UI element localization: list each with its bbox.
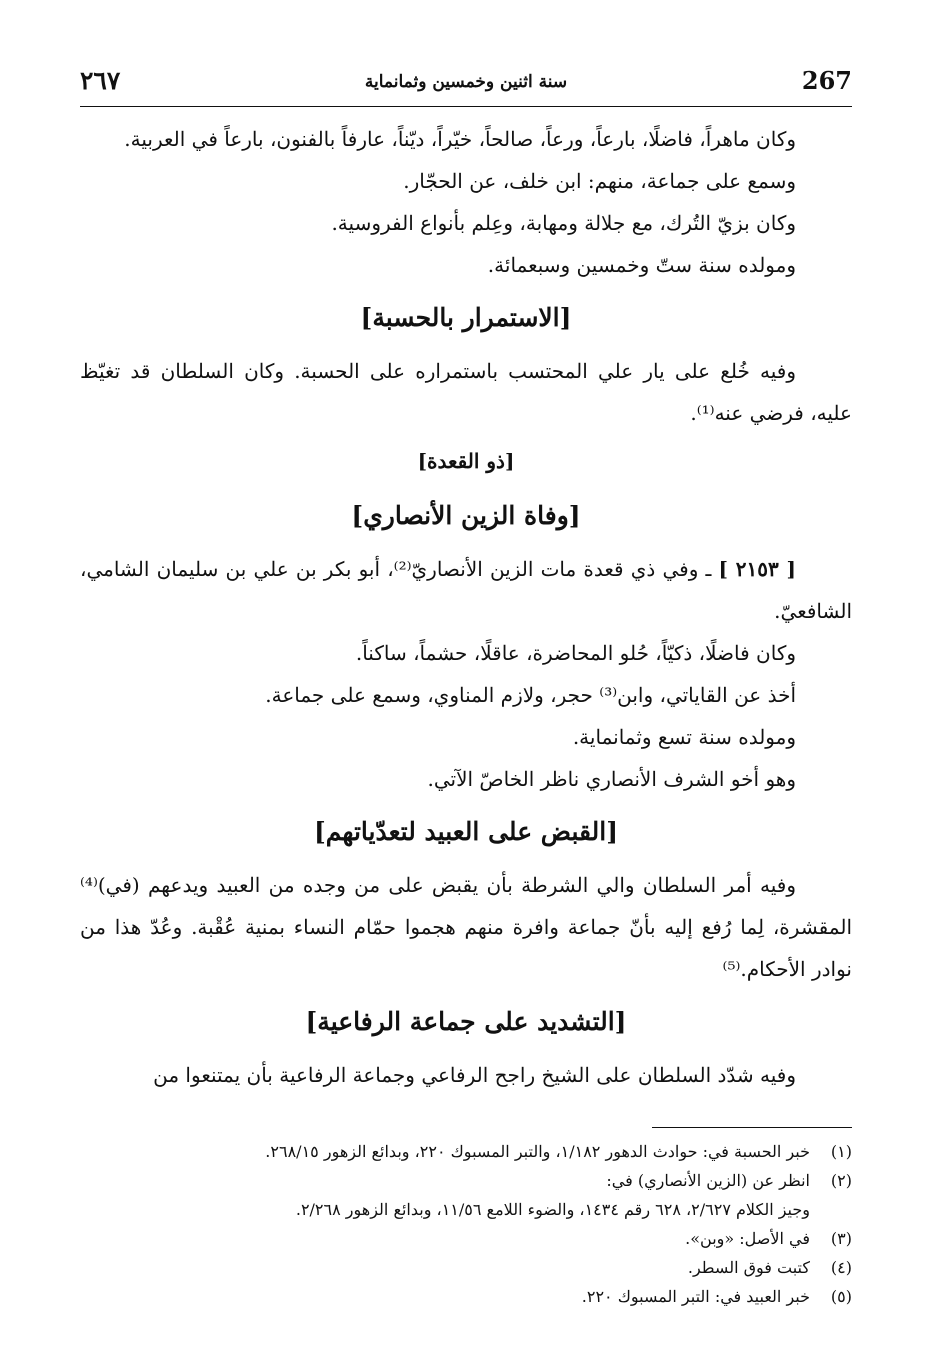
footnote [80,1282,852,1311]
footnote-number: (٥) [830,1287,852,1306]
footnote [80,1224,852,1253]
footnote-text: كتبت فوق السطر. [687,1258,810,1277]
footnote [80,1166,852,1195]
section-heading: [الاستمرار بالحسبة] [360,303,572,332]
page-number-latin: 267 [801,66,852,95]
paragraph: أخذ عن القاياتي، وابن⁽³⁾ حجر، ولازم المناوي، وسمع على جماعة. [265,683,796,707]
section-heading: [وفاة الزين الأنصاري] [351,501,581,530]
main-text [80,118,852,1096]
paragraph: وكان ماهراً، فاضلًا، بارعاً، ورعاً، صالحاً، خيّراً، ديّناً، عارفاً بالفنون، بارعاً في العربية. [124,127,796,151]
footnote-text: خبر الحسبة في: حوادث الدهور ١/١٨٢، والتبر المسبوك ٢٢٠، وبدائع الزهور ٢٦٨/١٥. [265,1142,810,1161]
paragraph: وكان بزيّ التُرك، مع جلالة ومهابة، وعِلم بأنواع الفروسية. [331,211,796,235]
month-heading: [ذو القعدة] [417,449,515,473]
section-heading: [القبض على العبيد لتعدّياتهم] [313,817,619,846]
paragraph: وفيه أمر السلطان والي الشرطة بأن يقبض على من وجده من العبيد ويدعهم (في)⁽⁴⁾ المقشرة، لِما رُفع إليه بأنّ جماعة وافرة منهم هجموا حمّام النساء بمنية عُقْبة. وعُدّ هذا من نوادر الأحكام.⁽⁵⁾ [80,873,852,981]
footnote [80,1253,852,1282]
paragraph: وهو أخو الشرف الأنصاري ناظر الخاصّ الآتي. [427,767,796,791]
paragraph: وسمع على جماعة، منهم: ابن خلف، عن الحجّار. [403,169,796,193]
page-number-arabic: ٢٦٧ [80,66,121,95]
page-header [80,62,852,107]
entry-number: [ ٢١٥٣ ] [718,557,796,581]
paragraph: ومولده سنة ستّ وخمسين وسبعمائة. [487,253,796,277]
footnote-continuation: وجيز الكلام ٢/٦٢٧، ٦٢٨ رقم ١٤٣٤، والضوء اللامع ١١/٥٦، وبدائع الزهور ٢/٢٦٨. [295,1200,810,1219]
section-heading: [التشديد على جماعة الرفاعية] [305,1007,627,1036]
footnote-number: (٤) [830,1258,852,1277]
paragraph: ومولده سنة تسع وثمانماية. [572,725,796,749]
footnote-separator [652,1127,852,1128]
paragraph: وفيه خُلع على يار علي المحتسب باستمراره على الحسبة. وكان السلطان قد تغيّظ عليه، فرضي عنه⁽¹⁾. [80,359,852,425]
footnote [80,1137,852,1166]
footnotes [80,1137,852,1311]
paragraph: وفيه شدّد السلطان على الشيخ راجح الرفاعي وجماعة الرفاعية بأن يمتنعوا من [153,1063,796,1087]
footnote-text: خبر العبيد في: التبر المسبوك ٢٢٠. [581,1287,810,1306]
paragraph: وكان فاضلًا، ذكيّاً، حُلو المحاضرة، عاقلًا، حشماً، ساكناً. [355,641,796,665]
running-title: سنة اثنين وخمسين وثمانماية [364,72,568,92]
footnote-text: في الأصل: «وبن». [685,1229,810,1248]
entry-text: ـ وفي ذي قعدة مات الزين الأنصاريّ⁽²⁾، أبو بكر بن علي بن سليمان الشامي، الشافعيّ. [80,557,852,623]
footnote-number: (١) [830,1142,852,1161]
footnote-text: انظر عن (الزين الأنصاري) في: [606,1171,810,1190]
footnote-number: (٢) [830,1171,852,1190]
footnote-number: (٣) [830,1229,852,1248]
biography-entry [80,548,852,632]
